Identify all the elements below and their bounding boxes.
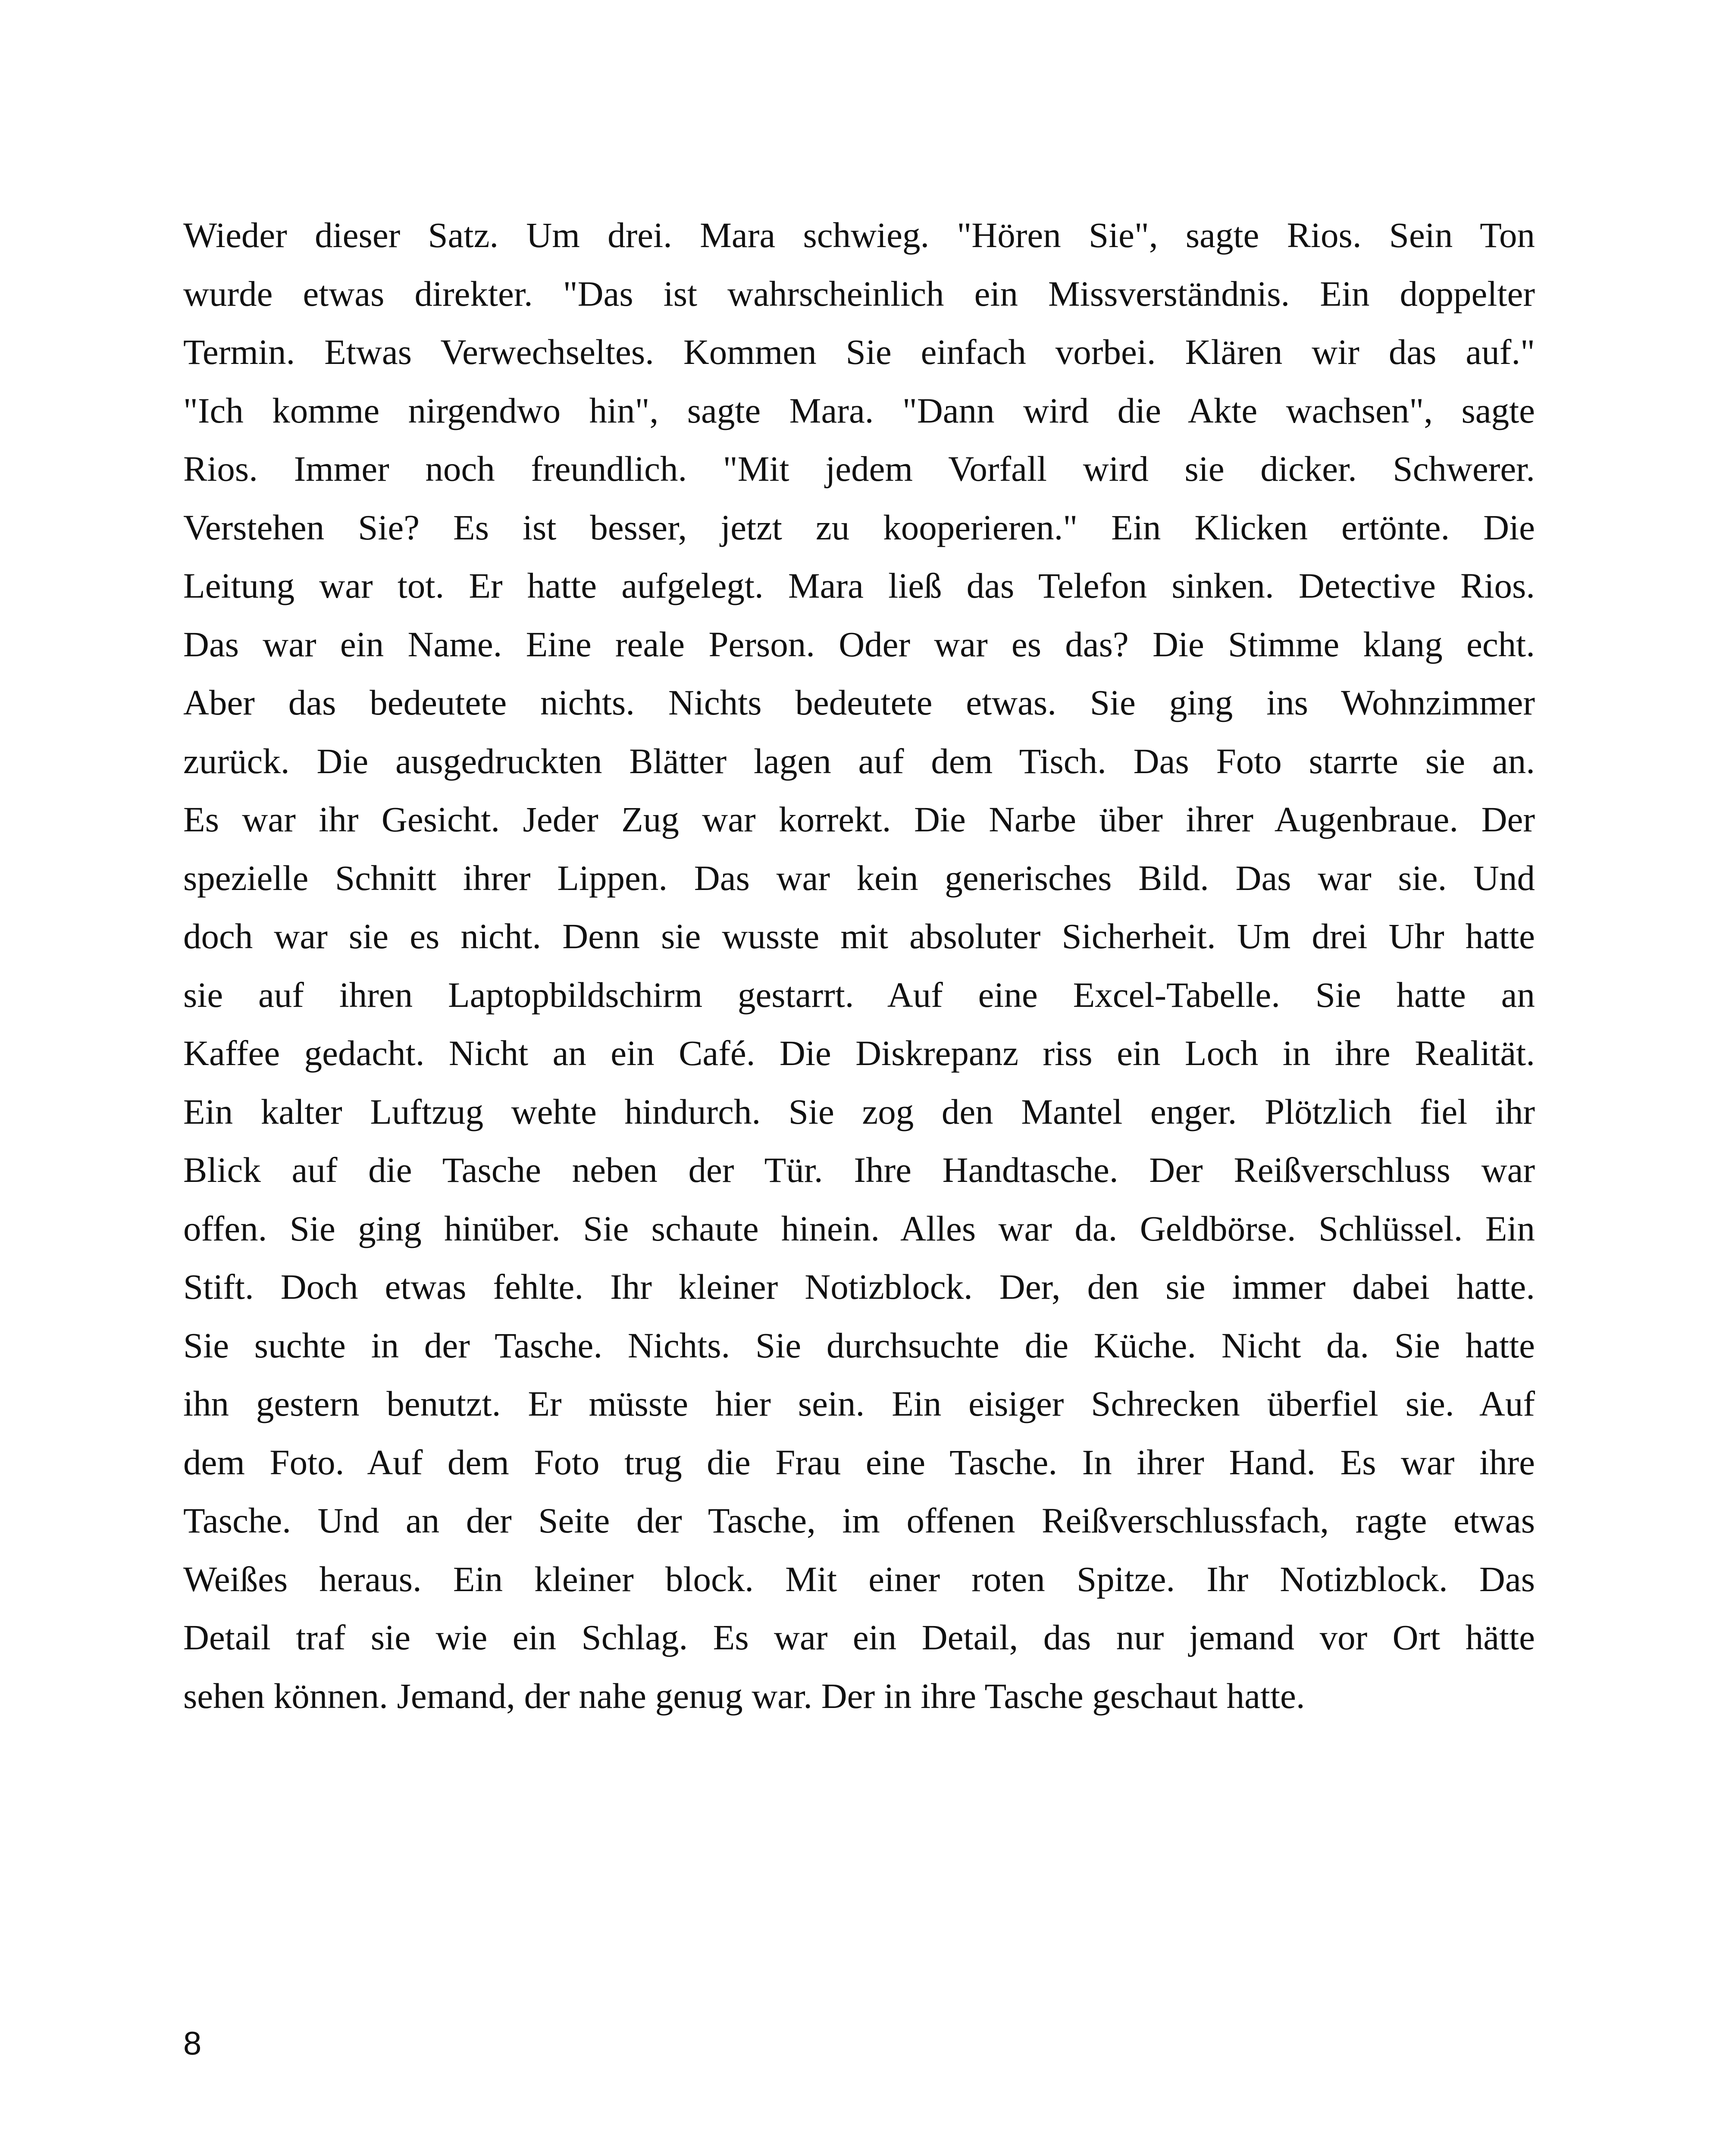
text-line: Stift. Doch etwas fehlte. Ihr kleiner Notizblock. Der, den sie immer dabei hatte. (183, 1267, 1535, 1307)
text-line: Kaffee gedacht. Nicht an ein Café. Die Diskrepanz riss ein Loch in ihre Realität. (183, 1033, 1535, 1073)
text-line: Aber das bedeutete nichts. Nichts bedeutete etwas. Sie ging ins Wohnzimmer (183, 683, 1535, 722)
text-line: sie auf ihren Laptopbildschirm gestarrt. Auf eine Excel-Tabelle. Sie hatte an (183, 975, 1535, 1015)
text-line: spezielle Schnitt ihrer Lippen. Das war kein generisches Bild. Das war sie. Und (183, 858, 1535, 898)
text-line: Tasche. Und an der Seite der Tasche, im offenen Reißverschlussfach, ragte etwas (183, 1501, 1535, 1540)
text-line: Es war ihr Gesicht. Jeder Zug war korrekt. Die Narbe über ihrer Augenbraue. Der (183, 799, 1535, 839)
text-line: sehen können. Jemand, der nahe genug war. Der in ihre Tasche geschaut hatte. (183, 1676, 1305, 1716)
text-line: Leitung war tot. Er hatte aufgelegt. Mara ließ das Telefon sinken. Detective Rios. (183, 566, 1535, 605)
text-line: Weißes heraus. Ein kleiner block. Mit einer roten Spitze. Ihr Notizblock. Das (183, 1559, 1535, 1599)
text-line: wurde etwas direkter. "Das ist wahrscheinlich ein Missverständnis. Ein doppelter (183, 273, 1535, 313)
text-line: offen. Sie ging hinüber. Sie schaute hinein. Alles war da. Geldbörse. Schlüssel. Ein (183, 1208, 1535, 1248)
text-line: Das war ein Name. Eine reale Person. Oder war es das? Die Stimme klang echt. (183, 624, 1535, 664)
text-line: zurück. Die ausgedruckten Blätter lagen auf dem Tisch. Das Foto starrte sie an. (183, 741, 1535, 781)
text-line: dem Foto. Auf dem Foto trug die Frau eine Tasche. In ihrer Hand. Es war ihre (183, 1442, 1535, 1482)
text-line: Wieder dieser Satz. Um drei. Mara schwieg. "Hören Sie", sagte Rios. Sein Ton (183, 215, 1535, 255)
body-paragraph (183, 206, 1535, 1725)
text-line: doch war sie es nicht. Denn sie wusste mit absoluter Sicherheit. Um drei Uhr hatte (183, 916, 1535, 956)
text-line: Termin. Etwas Verwechseltes. Kommen Sie einfach vorbei. Klären wir das auf." (183, 332, 1535, 372)
text-line: Ein kalter Luftzug wehte hindurch. Sie zog den Mantel enger. Plötzlich fiel ihr (183, 1091, 1535, 1131)
text-line: Rios. Immer noch freundlich. "Mit jedem Vorfall wird sie dicker. Schwerer. (183, 449, 1535, 489)
text-line: Blick auf die Tasche neben der Tür. Ihre Handtasche. Der Reißverschluss war (183, 1150, 1535, 1190)
page-number: 8 (183, 2025, 202, 2062)
text-line: ihn gestern benutzt. Er müsste hier sein. Ein eisiger Schrecken überfiel sie. Auf (183, 1384, 1535, 1423)
text-line: Verstehen Sie? Es ist besser, jetzt zu kooperieren." Ein Klicken ertönte. Die (183, 507, 1535, 547)
text-line: "Ich komme nirgendwo hin", sagte Mara. "Dann wird die Akte wachsen", sagte (183, 390, 1535, 430)
text-line: Sie suchte in der Tasche. Nichts. Sie durchsuchte die Küche. Nicht da. Sie hatte (183, 1325, 1535, 1365)
text-line: Detail traf sie wie ein Schlag. Es war ein Detail, das nur jemand vor Ort hätte (183, 1617, 1535, 1657)
